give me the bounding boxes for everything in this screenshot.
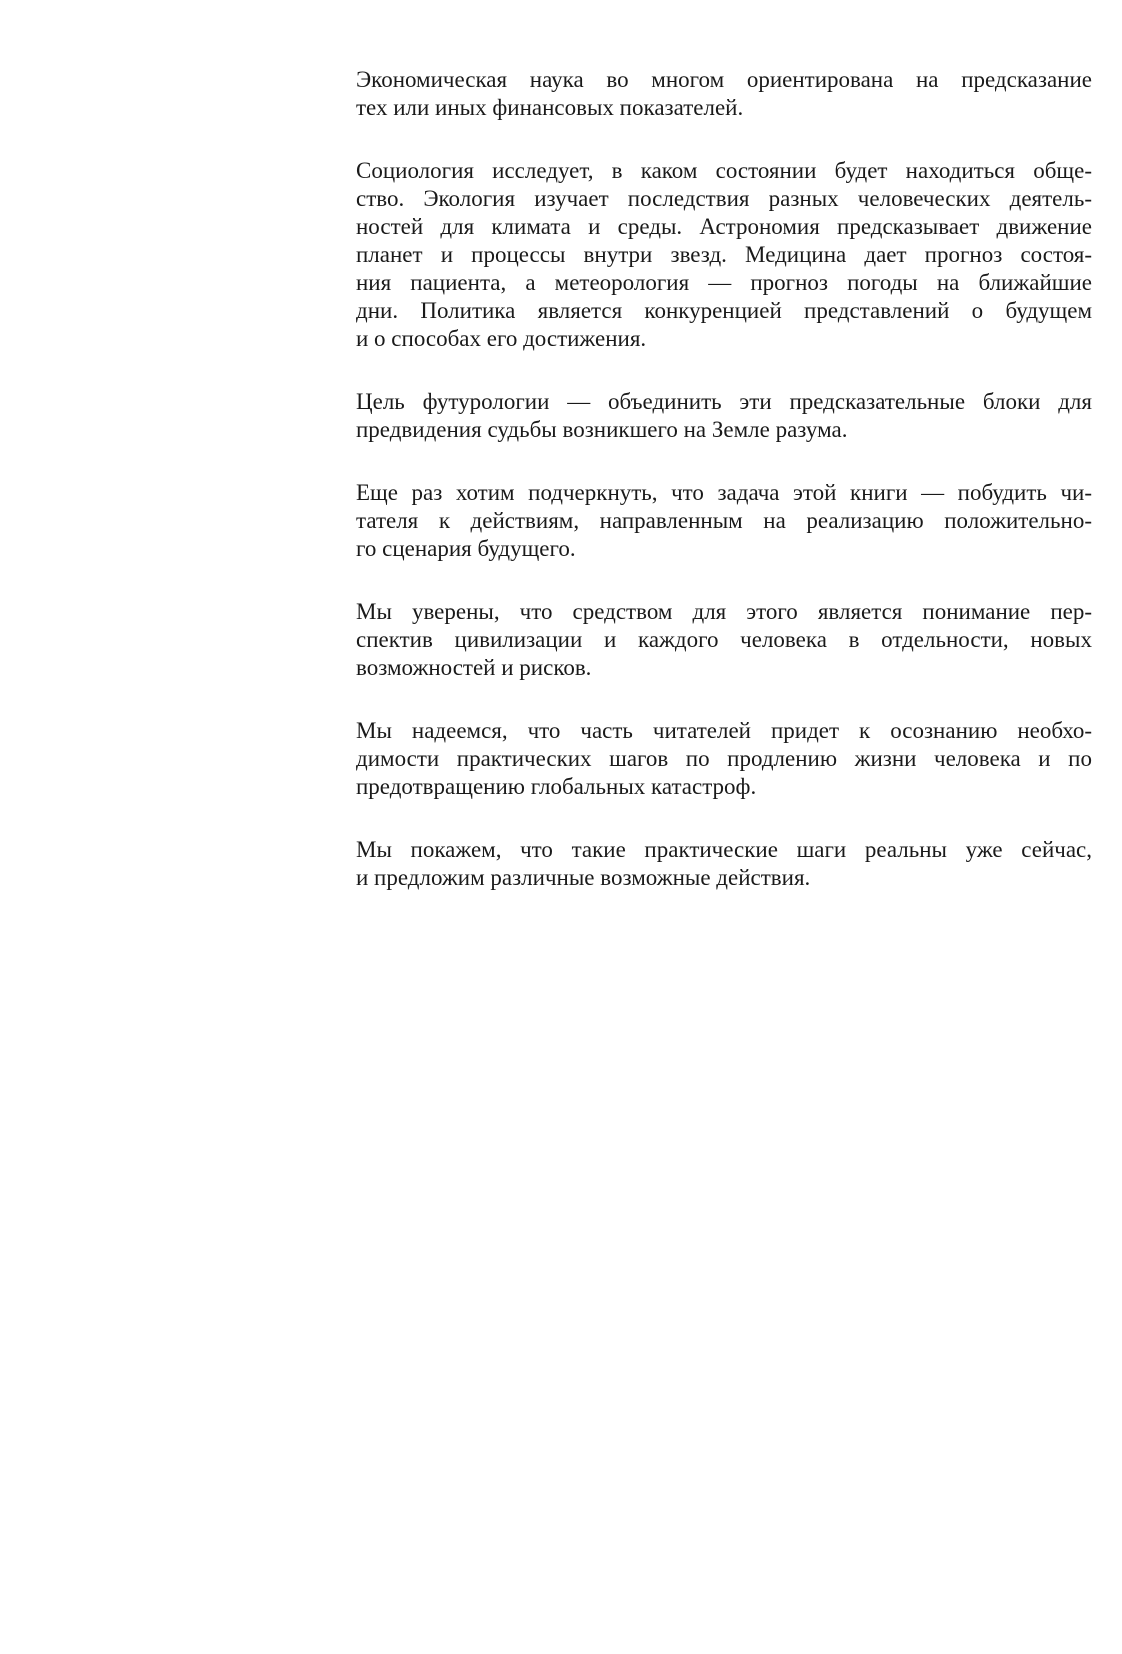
text-line: планет и процессы внутри звезд. Медицина дает прогноз состоя- — [356, 242, 1092, 267]
text-line: го сценария будущего. — [356, 536, 576, 561]
text-line: Экономическая наука во многом ориентирована на предсказание — [356, 67, 1092, 92]
text-line: димости практических шагов по продлению жизни человека и по — [356, 746, 1092, 771]
text-line: предвидения судьбы возникшего на Земле разума. — [356, 417, 848, 442]
text-line: ния пациента, а метеорология — прогноз погоды на ближайшие — [356, 270, 1092, 295]
text-line: Мы уверены, что средством для этого является понимание пер- — [356, 599, 1092, 624]
text-line: Социология исследует, в каком состоянии будет находиться обще- — [356, 158, 1092, 183]
body-text — [356, 66, 1092, 927]
text-line: и предложим различные возможные действия. — [356, 865, 811, 890]
text-line: ство. Экология изучает последствия разных человеческих деятель- — [356, 186, 1092, 211]
text-line: Цель футурологии — объединить эти предсказательные блоки для — [356, 389, 1092, 414]
text-line: дни. Политика является конкуренцией представлений о будущем — [356, 298, 1092, 323]
text-line: возможностей и рисков. — [356, 655, 592, 680]
paragraph-6 — [356, 717, 1092, 801]
text-line: предотвращению глобальных катастроф. — [356, 774, 757, 799]
text-line: и о способах его достижения. — [356, 326, 647, 351]
paragraph-3 — [356, 388, 1092, 444]
paragraph-5 — [356, 598, 1092, 682]
text-line: тех или иных финансовых показателей. — [356, 95, 744, 120]
paragraph-1 — [356, 66, 1092, 122]
text-line: спектив цивилизации и каждого человека в отдельности, новых — [356, 627, 1092, 652]
text-line: Мы надеемся, что часть читателей придет к осознанию необхо- — [356, 718, 1092, 743]
text-line: Еще раз хотим подчеркнуть, что задача этой книги — побудить чи- — [356, 480, 1092, 505]
text-line: ностей для климата и среды. Астрономия предсказывает движение — [356, 214, 1092, 239]
text-line: тателя к действиям, направленным на реализацию положительно- — [356, 508, 1092, 533]
paragraph-2 — [356, 157, 1092, 353]
paragraph-7 — [356, 836, 1092, 892]
text-line: Мы покажем, что такие практические шаги реальны уже сейчас, — [356, 837, 1092, 862]
paragraph-4 — [356, 479, 1092, 563]
